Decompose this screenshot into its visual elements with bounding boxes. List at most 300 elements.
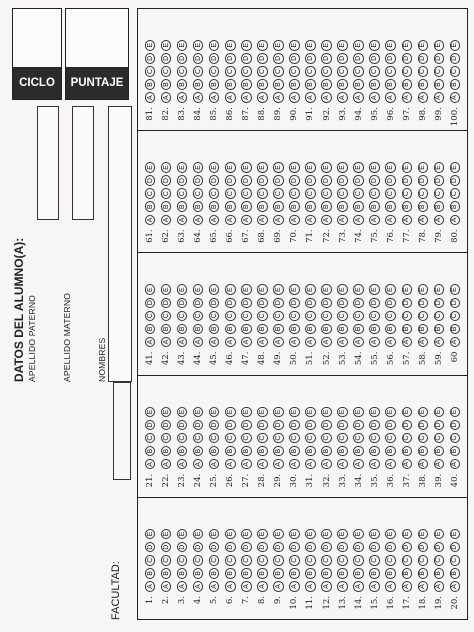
- answer-bubble[interactable]: C: [257, 433, 268, 444]
- answer-bubble[interactable]: E: [321, 284, 332, 295]
- answer-bubble[interactable]: A: [418, 215, 429, 226]
- answer-bubble[interactable]: B: [273, 446, 284, 457]
- answer-bubble[interactable]: C: [241, 433, 252, 444]
- answer-bubble[interactable]: D: [402, 298, 413, 309]
- answer-bubble[interactable]: E: [450, 529, 461, 540]
- answer-bubble[interactable]: D: [337, 420, 348, 431]
- answer-bubble[interactable]: B: [434, 324, 445, 335]
- answer-bubble[interactable]: A: [193, 337, 204, 348]
- answer-bubble[interactable]: B: [369, 202, 380, 213]
- answer-bubble[interactable]: E: [402, 407, 413, 418]
- answer-bubble[interactable]: C: [289, 555, 300, 566]
- answer-bubble[interactable]: D: [161, 53, 172, 64]
- answer-bubble[interactable]: A: [321, 215, 332, 226]
- answer-bubble[interactable]: D: [161, 542, 172, 553]
- answer-bubble[interactable]: E: [161, 407, 172, 418]
- answer-bubble[interactable]: A: [257, 215, 268, 226]
- answer-bubble[interactable]: E: [321, 529, 332, 540]
- answer-bubble[interactable]: B: [273, 568, 284, 579]
- answer-bubble[interactable]: A: [305, 459, 316, 470]
- answer-bubble[interactable]: E: [225, 284, 236, 295]
- answer-bubble[interactable]: C: [193, 311, 204, 322]
- answer-bubble[interactable]: C: [434, 311, 445, 322]
- answer-bubble[interactable]: A: [305, 581, 316, 592]
- answer-bubble[interactable]: C: [418, 66, 429, 77]
- answer-bubble[interactable]: B: [177, 324, 188, 335]
- answer-bubble[interactable]: C: [193, 188, 204, 199]
- answer-bubble[interactable]: E: [369, 40, 380, 51]
- answer-bubble[interactable]: A: [337, 581, 348, 592]
- answer-bubble[interactable]: A: [337, 337, 348, 348]
- answer-bubble[interactable]: A: [450, 581, 461, 592]
- answer-bubble[interactable]: A: [321, 92, 332, 103]
- answer-bubble[interactable]: C: [161, 66, 172, 77]
- answer-bubble[interactable]: C: [289, 188, 300, 199]
- answer-bubble[interactable]: A: [209, 581, 220, 592]
- answer-bubble[interactable]: C: [337, 433, 348, 444]
- answer-bubble[interactable]: C: [402, 311, 413, 322]
- answer-bubble[interactable]: C: [353, 66, 364, 77]
- answer-bubble[interactable]: A: [145, 459, 156, 470]
- answer-bubble[interactable]: D: [289, 53, 300, 64]
- answer-bubble[interactable]: C: [209, 66, 220, 77]
- answer-bubble[interactable]: E: [337, 529, 348, 540]
- answer-bubble[interactable]: B: [321, 568, 332, 579]
- answer-bubble[interactable]: E: [177, 40, 188, 51]
- answer-bubble[interactable]: C: [402, 66, 413, 77]
- answer-bubble[interactable]: A: [289, 92, 300, 103]
- answer-bubble[interactable]: B: [161, 446, 172, 457]
- answer-bubble[interactable]: A: [385, 92, 396, 103]
- answer-bubble[interactable]: D: [257, 53, 268, 64]
- answer-bubble[interactable]: C: [321, 555, 332, 566]
- answer-bubble[interactable]: A: [353, 337, 364, 348]
- answer-bubble[interactable]: D: [273, 542, 284, 553]
- answer-bubble[interactable]: D: [161, 420, 172, 431]
- answer-bubble[interactable]: D: [418, 420, 429, 431]
- answer-bubble[interactable]: A: [193, 581, 204, 592]
- answer-bubble[interactable]: C: [273, 188, 284, 199]
- answer-bubble[interactable]: E: [321, 162, 332, 173]
- answer-bubble[interactable]: D: [434, 53, 445, 64]
- answer-bubble[interactable]: E: [241, 40, 252, 51]
- answer-bubble[interactable]: B: [385, 324, 396, 335]
- answer-bubble[interactable]: E: [289, 529, 300, 540]
- answer-bubble[interactable]: D: [418, 175, 429, 186]
- answer-bubble[interactable]: C: [177, 555, 188, 566]
- answer-bubble[interactable]: C: [434, 66, 445, 77]
- answer-bubble[interactable]: D: [209, 420, 220, 431]
- answer-bubble[interactable]: B: [289, 324, 300, 335]
- answer-bubble[interactable]: E: [353, 529, 364, 540]
- answer-bubble[interactable]: D: [209, 175, 220, 186]
- answer-bubble[interactable]: A: [289, 337, 300, 348]
- answer-bubble[interactable]: C: [385, 311, 396, 322]
- answer-bubble[interactable]: B: [418, 202, 429, 213]
- answer-bubble[interactable]: E: [145, 40, 156, 51]
- answer-bubble[interactable]: C: [385, 66, 396, 77]
- answer-bubble[interactable]: A: [193, 92, 204, 103]
- answer-bubble[interactable]: B: [353, 79, 364, 90]
- answer-bubble[interactable]: A: [177, 215, 188, 226]
- answer-bubble[interactable]: B: [257, 79, 268, 90]
- answer-bubble[interactable]: E: [257, 407, 268, 418]
- answer-bubble[interactable]: A: [402, 459, 413, 470]
- answer-bubble[interactable]: E: [145, 407, 156, 418]
- answer-bubble[interactable]: D: [321, 542, 332, 553]
- answer-bubble[interactable]: A: [273, 337, 284, 348]
- answer-bubble[interactable]: A: [273, 459, 284, 470]
- answer-bubble[interactable]: E: [353, 284, 364, 295]
- answer-bubble[interactable]: B: [257, 568, 268, 579]
- facultad-field[interactable]: [113, 382, 131, 480]
- answer-bubble[interactable]: D: [177, 53, 188, 64]
- answer-bubble[interactable]: B: [321, 446, 332, 457]
- answer-bubble[interactable]: A: [241, 215, 252, 226]
- answer-bubble[interactable]: D: [353, 542, 364, 553]
- answer-bubble[interactable]: D: [305, 298, 316, 309]
- answer-bubble[interactable]: C: [177, 66, 188, 77]
- answer-bubble[interactable]: D: [289, 420, 300, 431]
- answer-bubble[interactable]: D: [369, 53, 380, 64]
- answer-bubble[interactable]: C: [145, 311, 156, 322]
- answer-bubble[interactable]: A: [177, 581, 188, 592]
- answer-bubble[interactable]: D: [273, 298, 284, 309]
- answer-bubble[interactable]: B: [193, 568, 204, 579]
- answer-bubble[interactable]: C: [305, 433, 316, 444]
- answer-bubble[interactable]: A: [418, 92, 429, 103]
- answer-bubble[interactable]: A: [402, 581, 413, 592]
- answer-bubble[interactable]: B: [145, 79, 156, 90]
- answer-bubble[interactable]: D: [385, 542, 396, 553]
- answer-bubble[interactable]: E: [241, 529, 252, 540]
- answer-bubble[interactable]: B: [402, 568, 413, 579]
- answer-bubble[interactable]: D: [385, 175, 396, 186]
- answer-bubble[interactable]: A: [225, 215, 236, 226]
- answer-bubble[interactable]: E: [241, 162, 252, 173]
- answer-bubble[interactable]: C: [369, 66, 380, 77]
- answer-bubble[interactable]: B: [161, 568, 172, 579]
- answer-bubble[interactable]: B: [385, 79, 396, 90]
- answer-bubble[interactable]: A: [337, 92, 348, 103]
- answer-bubble[interactable]: E: [241, 407, 252, 418]
- answer-bubble[interactable]: D: [257, 420, 268, 431]
- answer-bubble[interactable]: D: [321, 175, 332, 186]
- answer-bubble[interactable]: C: [193, 433, 204, 444]
- answer-bubble[interactable]: C: [353, 433, 364, 444]
- answer-bubble[interactable]: E: [321, 407, 332, 418]
- answer-bubble[interactable]: C: [209, 311, 220, 322]
- answer-bubble[interactable]: E: [353, 407, 364, 418]
- answer-bubble[interactable]: B: [209, 324, 220, 335]
- answer-bubble[interactable]: D: [177, 542, 188, 553]
- answer-bubble[interactable]: C: [225, 66, 236, 77]
- answer-bubble[interactable]: D: [241, 53, 252, 64]
- answer-bubble[interactable]: C: [337, 311, 348, 322]
- answer-bubble[interactable]: E: [209, 162, 220, 173]
- answer-bubble[interactable]: A: [225, 459, 236, 470]
- answer-bubble[interactable]: A: [402, 215, 413, 226]
- answer-bubble[interactable]: B: [353, 324, 364, 335]
- answer-bubble[interactable]: D: [225, 420, 236, 431]
- answer-bubble[interactable]: B: [177, 79, 188, 90]
- answer-bubble[interactable]: C: [289, 311, 300, 322]
- answer-bubble[interactable]: D: [145, 420, 156, 431]
- answer-bubble[interactable]: E: [385, 284, 396, 295]
- answer-bubble[interactable]: A: [209, 337, 220, 348]
- answer-bubble[interactable]: E: [145, 529, 156, 540]
- answer-bubble[interactable]: D: [193, 420, 204, 431]
- answer-bubble[interactable]: A: [177, 337, 188, 348]
- answer-bubble[interactable]: D: [305, 53, 316, 64]
- answer-bubble[interactable]: C: [257, 555, 268, 566]
- answer-bubble[interactable]: D: [289, 542, 300, 553]
- answer-bubble[interactable]: A: [289, 581, 300, 592]
- answer-bubble[interactable]: C: [289, 66, 300, 77]
- answer-bubble[interactable]: B: [161, 202, 172, 213]
- answer-bubble[interactable]: C: [145, 66, 156, 77]
- answer-bubble[interactable]: B: [289, 79, 300, 90]
- answer-bubble[interactable]: B: [369, 446, 380, 457]
- answer-bubble[interactable]: B: [402, 446, 413, 457]
- answer-bubble[interactable]: B: [369, 568, 380, 579]
- answer-bubble[interactable]: D: [209, 53, 220, 64]
- answer-bubble[interactable]: A: [321, 581, 332, 592]
- answer-bubble[interactable]: C: [273, 311, 284, 322]
- answer-bubble[interactable]: D: [402, 53, 413, 64]
- answer-bubble[interactable]: A: [321, 459, 332, 470]
- answer-bubble[interactable]: D: [369, 420, 380, 431]
- answer-bubble[interactable]: D: [402, 420, 413, 431]
- answer-bubble[interactable]: B: [289, 568, 300, 579]
- answer-bubble[interactable]: D: [145, 175, 156, 186]
- answer-bubble[interactable]: D: [434, 542, 445, 553]
- answer-bubble[interactable]: A: [434, 337, 445, 348]
- answer-bubble[interactable]: A: [305, 337, 316, 348]
- answer-bubble[interactable]: B: [402, 79, 413, 90]
- answer-bubble[interactable]: D: [434, 420, 445, 431]
- answer-bubble[interactable]: C: [209, 433, 220, 444]
- answer-bubble[interactable]: A: [177, 92, 188, 103]
- answer-bubble[interactable]: E: [177, 162, 188, 173]
- answer-bubble[interactable]: D: [369, 175, 380, 186]
- answer-bubble[interactable]: B: [241, 79, 252, 90]
- answer-bubble[interactable]: E: [385, 407, 396, 418]
- answer-bubble[interactable]: D: [434, 298, 445, 309]
- answer-bubble[interactable]: B: [337, 324, 348, 335]
- answer-bubble[interactable]: C: [418, 188, 429, 199]
- answer-bubble[interactable]: B: [450, 568, 461, 579]
- answer-bubble[interactable]: D: [193, 542, 204, 553]
- answer-bubble[interactable]: D: [193, 53, 204, 64]
- answer-bubble[interactable]: C: [193, 555, 204, 566]
- answer-bubble[interactable]: A: [209, 459, 220, 470]
- answer-bubble[interactable]: D: [257, 298, 268, 309]
- answer-bubble[interactable]: D: [145, 53, 156, 64]
- answer-bubble[interactable]: B: [225, 79, 236, 90]
- answer-bubble[interactable]: E: [193, 407, 204, 418]
- answer-bubble[interactable]: B: [418, 446, 429, 457]
- answer-bubble[interactable]: A: [385, 459, 396, 470]
- answer-bubble[interactable]: B: [209, 202, 220, 213]
- answer-bubble[interactable]: E: [161, 162, 172, 173]
- answer-bubble[interactable]: B: [450, 202, 461, 213]
- answer-bubble[interactable]: A: [418, 459, 429, 470]
- answer-bubble[interactable]: A: [193, 459, 204, 470]
- answer-bubble[interactable]: E: [402, 284, 413, 295]
- answer-bubble[interactable]: E: [273, 162, 284, 173]
- answer-bubble[interactable]: E: [209, 40, 220, 51]
- answer-bubble[interactable]: C: [289, 433, 300, 444]
- answer-bubble[interactable]: D: [385, 53, 396, 64]
- answer-bubble[interactable]: C: [369, 433, 380, 444]
- answer-bubble[interactable]: C: [321, 66, 332, 77]
- answer-bubble[interactable]: C: [418, 555, 429, 566]
- answer-bubble[interactable]: D: [225, 175, 236, 186]
- answer-bubble[interactable]: E: [305, 284, 316, 295]
- answer-bubble[interactable]: B: [321, 79, 332, 90]
- answer-bubble[interactable]: C: [385, 433, 396, 444]
- answer-bubble[interactable]: A: [161, 337, 172, 348]
- answer-bubble[interactable]: E: [385, 529, 396, 540]
- answer-bubble[interactable]: A: [161, 581, 172, 592]
- answer-bubble[interactable]: A: [257, 92, 268, 103]
- answer-bubble[interactable]: C: [369, 555, 380, 566]
- answer-bubble[interactable]: D: [418, 542, 429, 553]
- answer-bubble[interactable]: D: [209, 542, 220, 553]
- answer-bubble[interactable]: B: [450, 446, 461, 457]
- answer-bubble[interactable]: E: [418, 162, 429, 173]
- answer-bubble[interactable]: A: [434, 215, 445, 226]
- answer-bubble[interactable]: E: [418, 529, 429, 540]
- answer-bubble[interactable]: E: [177, 284, 188, 295]
- answer-bubble[interactable]: E: [450, 407, 461, 418]
- answer-bubble[interactable]: E: [257, 162, 268, 173]
- answer-bubble[interactable]: E: [305, 529, 316, 540]
- answer-bubble[interactable]: C: [337, 555, 348, 566]
- answer-bubble[interactable]: C: [177, 311, 188, 322]
- nombres-field[interactable]: [108, 106, 132, 382]
- answer-bubble[interactable]: E: [273, 284, 284, 295]
- ciclo-box[interactable]: [12, 8, 62, 100]
- answer-bubble[interactable]: C: [369, 188, 380, 199]
- answer-bubble[interactable]: B: [402, 324, 413, 335]
- answer-bubble[interactable]: C: [402, 555, 413, 566]
- answer-bubble[interactable]: D: [161, 175, 172, 186]
- answer-bubble[interactable]: E: [337, 284, 348, 295]
- answer-bubble[interactable]: A: [161, 92, 172, 103]
- answer-bubble[interactable]: D: [209, 298, 220, 309]
- answer-bubble[interactable]: A: [385, 581, 396, 592]
- answer-bubble[interactable]: B: [145, 568, 156, 579]
- answer-bubble[interactable]: E: [305, 40, 316, 51]
- answer-bubble[interactable]: E: [257, 40, 268, 51]
- apellido-paterno-field[interactable]: [37, 106, 59, 220]
- answer-bubble[interactable]: D: [193, 175, 204, 186]
- answer-bubble[interactable]: C: [145, 433, 156, 444]
- answer-bubble[interactable]: E: [161, 40, 172, 51]
- answer-bubble[interactable]: A: [402, 337, 413, 348]
- answer-bubble[interactable]: E: [369, 162, 380, 173]
- answer-bubble[interactable]: A: [418, 581, 429, 592]
- answer-bubble[interactable]: A: [369, 337, 380, 348]
- answer-bubble[interactable]: B: [418, 79, 429, 90]
- answer-bubble[interactable]: B: [289, 446, 300, 457]
- answer-bubble[interactable]: D: [241, 542, 252, 553]
- answer-bubble[interactable]: B: [305, 79, 316, 90]
- answer-bubble[interactable]: B: [161, 79, 172, 90]
- answer-bubble[interactable]: C: [321, 188, 332, 199]
- answer-bubble[interactable]: D: [353, 175, 364, 186]
- answer-bubble[interactable]: C: [161, 311, 172, 322]
- answer-bubble[interactable]: A: [257, 459, 268, 470]
- answer-bubble[interactable]: E: [402, 40, 413, 51]
- answer-bubble[interactable]: D: [321, 53, 332, 64]
- answer-bubble[interactable]: A: [257, 337, 268, 348]
- answer-bubble[interactable]: C: [402, 433, 413, 444]
- answer-bubble[interactable]: E: [193, 284, 204, 295]
- answer-bubble[interactable]: D: [450, 420, 461, 431]
- answer-bubble[interactable]: E: [450, 284, 461, 295]
- answer-bubble[interactable]: E: [225, 162, 236, 173]
- answer-bubble[interactable]: E: [289, 162, 300, 173]
- answer-bubble[interactable]: E: [434, 40, 445, 51]
- answer-bubble[interactable]: C: [209, 555, 220, 566]
- answer-bubble[interactable]: A: [353, 215, 364, 226]
- answer-bubble[interactable]: C: [225, 555, 236, 566]
- answer-bubble[interactable]: C: [434, 555, 445, 566]
- answer-bubble[interactable]: C: [273, 555, 284, 566]
- answer-bubble[interactable]: E: [434, 284, 445, 295]
- answer-bubble[interactable]: C: [434, 188, 445, 199]
- answer-bubble[interactable]: E: [177, 407, 188, 418]
- answer-bubble[interactable]: C: [450, 66, 461, 77]
- answer-bubble[interactable]: A: [321, 337, 332, 348]
- answer-bubble[interactable]: D: [161, 298, 172, 309]
- answer-bubble[interactable]: C: [353, 311, 364, 322]
- answer-bubble[interactable]: B: [418, 568, 429, 579]
- answer-bubble[interactable]: E: [193, 529, 204, 540]
- answer-bubble[interactable]: B: [434, 79, 445, 90]
- answer-bubble[interactable]: D: [337, 53, 348, 64]
- answer-bubble[interactable]: C: [353, 188, 364, 199]
- answer-bubble[interactable]: B: [257, 324, 268, 335]
- answer-bubble[interactable]: B: [418, 324, 429, 335]
- answer-bubble[interactable]: B: [337, 446, 348, 457]
- answer-bubble[interactable]: A: [434, 92, 445, 103]
- answer-bubble[interactable]: D: [385, 420, 396, 431]
- answer-bubble[interactable]: E: [225, 407, 236, 418]
- answer-bubble[interactable]: B: [145, 202, 156, 213]
- answer-bubble[interactable]: D: [241, 175, 252, 186]
- answer-bubble[interactable]: B: [225, 446, 236, 457]
- answer-bubble[interactable]: A: [337, 215, 348, 226]
- answer-bubble[interactable]: D: [450, 175, 461, 186]
- answer-bubble[interactable]: C: [402, 188, 413, 199]
- answer-bubble[interactable]: A: [305, 92, 316, 103]
- answer-bubble[interactable]: C: [450, 433, 461, 444]
- answer-bubble[interactable]: B: [177, 202, 188, 213]
- answer-bubble[interactable]: B: [225, 324, 236, 335]
- answer-bubble[interactable]: C: [450, 555, 461, 566]
- answer-bubble[interactable]: D: [177, 298, 188, 309]
- answer-bubble[interactable]: A: [385, 215, 396, 226]
- answer-bubble[interactable]: E: [145, 284, 156, 295]
- answer-bubble[interactable]: D: [273, 53, 284, 64]
- answer-bubble[interactable]: C: [418, 433, 429, 444]
- answer-bubble[interactable]: C: [434, 433, 445, 444]
- answer-bubble[interactable]: E: [257, 529, 268, 540]
